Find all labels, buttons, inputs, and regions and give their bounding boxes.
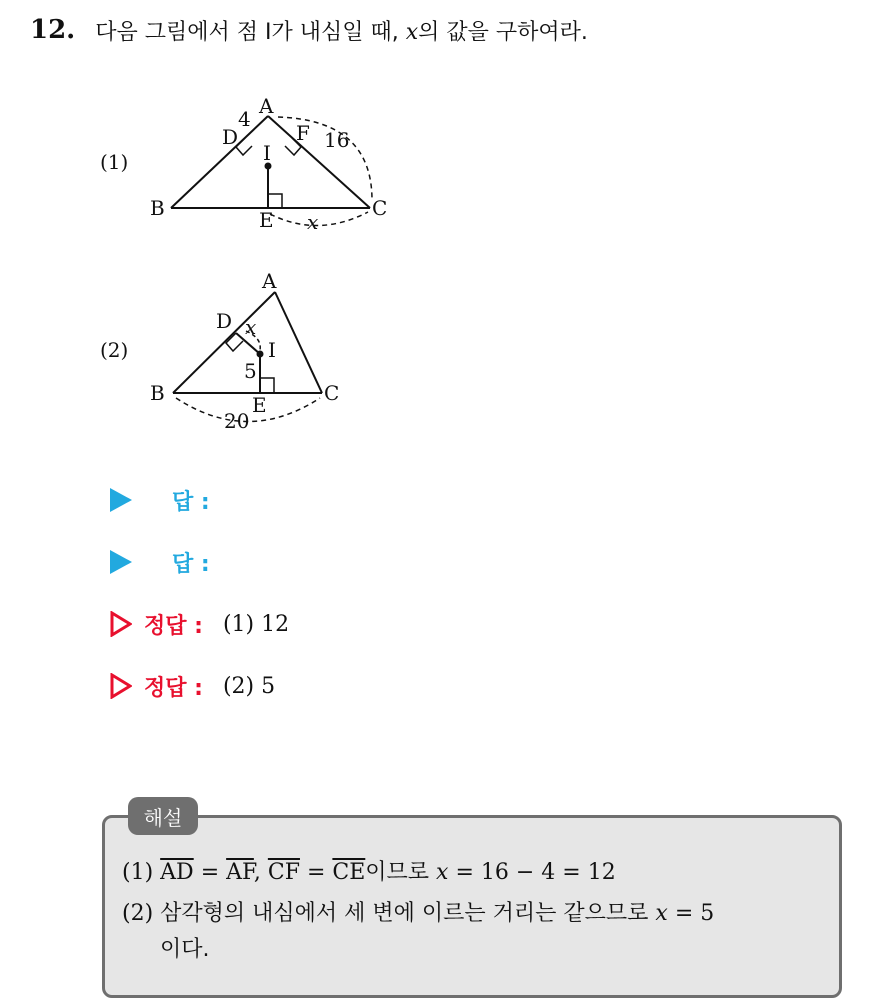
- solution-label: 정답 :: [144, 675, 203, 701]
- explanation-line-2: [122, 896, 714, 927]
- fig2-incenter-dot: [257, 351, 264, 358]
- answer-marker-icon: [110, 488, 132, 512]
- fig1-label-F: F: [296, 121, 310, 145]
- fig2-label-I: I: [268, 338, 276, 362]
- fig1-length-FC: 16: [324, 128, 350, 152]
- question-text-before: 다음 그림에서 점 I가 내심일 때,: [95, 19, 399, 45]
- question-variable: x: [405, 19, 419, 45]
- fig1-label-C: C: [372, 196, 388, 220]
- exp2-expr: = 5: [667, 901, 715, 926]
- solution-label: 정답 :: [144, 613, 203, 639]
- solution-marker-icon: [110, 611, 132, 637]
- exp1-eq2: =: [299, 860, 333, 885]
- answer-row-2: [110, 544, 210, 580]
- fig1-label-D: D: [222, 125, 239, 149]
- exp1-eq1: =: [193, 860, 227, 885]
- fig2-label-D: D: [216, 309, 233, 333]
- solution-marker-icon: [110, 673, 132, 699]
- explanation-line-3: 이다.: [160, 937, 210, 962]
- solution-value: (1) 12: [222, 611, 290, 637]
- fig1-label-A: A: [259, 94, 274, 118]
- fig1-label-I: I: [263, 141, 271, 165]
- fig2-side-AC: [275, 292, 322, 393]
- exp2-var: x: [655, 901, 668, 926]
- explanation-tab: 해설: [128, 797, 198, 835]
- figure2-label: (2): [100, 338, 129, 362]
- fig1-unknown-x: x: [307, 210, 319, 234]
- exp1-expr: = 16 − 4 = 12: [448, 860, 616, 885]
- fig2-unknown-x: x: [245, 315, 257, 339]
- figure2-diagram: [0, 0, 884, 440]
- fig2-length-BC: 20: [224, 409, 250, 433]
- exp1-var: x: [436, 860, 449, 885]
- exp1-num: (1): [122, 860, 154, 885]
- fig2-right-angle-E: [260, 378, 274, 393]
- figure1-label: (1): [100, 150, 129, 174]
- question-number: 12.: [30, 15, 76, 45]
- question-text-after: 의 값을 구하여라.: [418, 19, 588, 45]
- solution-row-2: [110, 668, 275, 704]
- solution-row-1: [110, 606, 289, 642]
- fig1-length-AD: 4: [238, 107, 251, 131]
- exp2-num: (2): [122, 901, 154, 926]
- exp1-sep: ,: [253, 860, 268, 885]
- fig1-label-B: B: [150, 196, 165, 220]
- fig2-length-IE: 5: [244, 359, 257, 383]
- segment-AF: $\overline{AF}$: [226, 860, 254, 885]
- answer-label: 답 :: [172, 551, 210, 577]
- answer-row-1: [110, 482, 210, 518]
- segment-CE: $\overline{CE}$: [332, 860, 366, 885]
- segment-AD: $\overline{AD}$: [160, 860, 194, 885]
- solution-value: (2) 5: [222, 673, 276, 699]
- fig2-label-B: B: [150, 381, 165, 405]
- fig2-label-C: C: [324, 381, 340, 405]
- exp1-text: 이므로: [365, 860, 437, 885]
- fig2-label-A: A: [262, 269, 277, 293]
- exp2-text: 삼각형의 내심에서 세 변에 이르는 거리는 같으므로: [153, 901, 656, 926]
- fig2-label-E: E: [252, 393, 267, 417]
- explanation-line-1: [122, 855, 616, 886]
- segment-CF: $\overline{CF}$: [267, 860, 300, 885]
- fig1-label-E: E: [259, 208, 274, 232]
- answer-label: 답 :: [172, 489, 210, 515]
- answer-marker-icon: [110, 550, 132, 574]
